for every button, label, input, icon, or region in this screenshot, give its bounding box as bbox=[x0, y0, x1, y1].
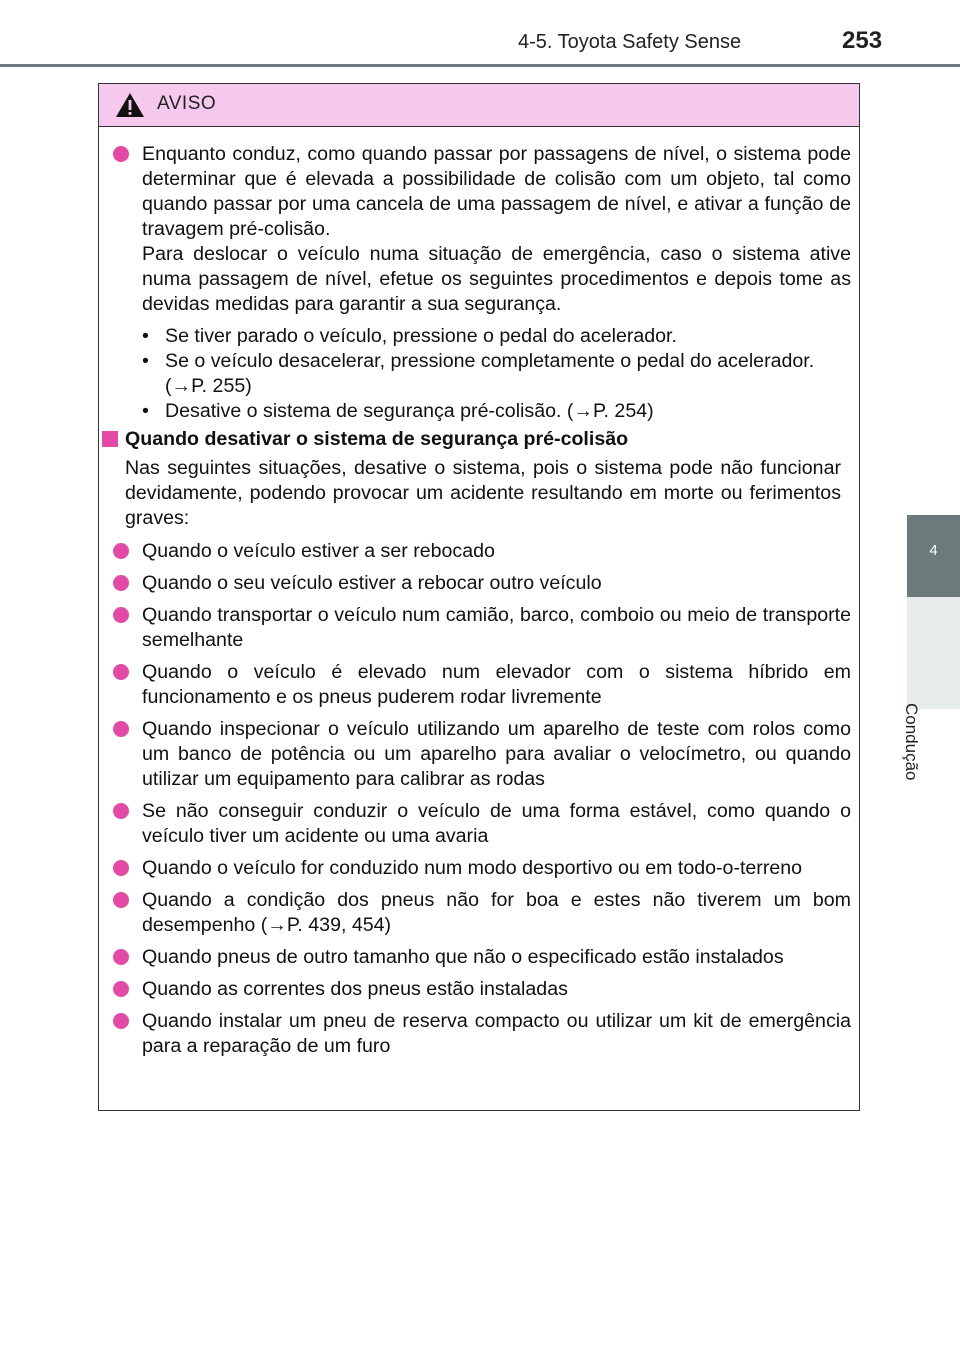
warning-item bbox=[99, 603, 859, 653]
bullet-dot-icon bbox=[113, 949, 129, 965]
warning-triangle-icon bbox=[115, 92, 145, 118]
bullet-dot-icon bbox=[113, 575, 129, 591]
section-heading-text: Quando desativar o sistema de segurança pré-colisão bbox=[125, 428, 629, 450]
item-text: Quando transportar o veículo num camião, barco, comboio ou meio de transporte semelhante bbox=[142, 604, 851, 651]
procedure-item bbox=[142, 399, 851, 424]
bullet-dot-icon bbox=[113, 1013, 129, 1029]
small-bullet-icon: • bbox=[142, 400, 149, 422]
item-paragraph: Enquanto conduz, como quando passar por passagens de nível, o sistema pode determinar que é elevada a possibilidade de colisão com um objeto, tal como quando passar por uma cancela de uma passagem de nível, e ativar a função de travagem pré-colisão. bbox=[142, 143, 851, 240]
warning-item bbox=[99, 977, 859, 1002]
warning-item bbox=[99, 571, 859, 596]
item-text: Quando o veículo for conduzido num modo desportivo ou em todo-o-terreno bbox=[142, 857, 803, 879]
section-heading bbox=[99, 427, 859, 452]
bullet-dot-icon bbox=[113, 892, 129, 908]
warning-item bbox=[99, 799, 859, 849]
bullet-dot-icon bbox=[113, 543, 129, 559]
item-text: Quando a condição dos pneus não for boa e estes não tiverem um bom desempenho (→P. 439, 454) bbox=[142, 889, 851, 936]
warning-item bbox=[99, 945, 859, 970]
warning-item bbox=[99, 717, 859, 792]
header-divider bbox=[0, 64, 960, 67]
warning-item bbox=[99, 660, 859, 710]
procedure-text: Se tiver parado o veículo, pressione o pedal do acelerador. bbox=[165, 325, 677, 347]
procedure-list bbox=[99, 324, 859, 424]
bullet-dot-icon bbox=[113, 607, 129, 623]
warning-content bbox=[99, 142, 859, 1066]
warning-box bbox=[98, 83, 860, 1111]
procedure-text: Se o veículo desacelerar, pressione completamente o pedal do acelerador. (→P. 255) bbox=[165, 350, 815, 397]
item-text: Quando inspecionar o veículo utilizando um aparelho de teste com rolos como um banco de potência ou um aparelho para avaliar o velocímetro, ou quando utilizar um equipamento para calibrar as rodas bbox=[142, 718, 851, 790]
warning-item bbox=[99, 1009, 859, 1059]
item-text: Quando o veículo é elevado num elevador com o sistema híbrido em funcionamento e os pneus puderem rodar livremente bbox=[142, 661, 851, 708]
item-text: Se não conseguir conduzir o veículo de uma forma estável, como quando o veículo tiver um acidente ou uma avaria bbox=[142, 800, 851, 847]
warning-header bbox=[99, 84, 859, 127]
bullet-dot-icon bbox=[113, 664, 129, 680]
chapter-number: 4 bbox=[929, 542, 938, 559]
item-text: Quando o veículo estiver a ser rebocado bbox=[142, 540, 495, 562]
bullet-dot-icon bbox=[113, 860, 129, 876]
item-text: Quando instalar um pneu de reserva compacto ou utilizar um kit de emergência para a reparação de um furo bbox=[142, 1010, 851, 1057]
item-text: Quando as correntes dos pneus estão instaladas bbox=[142, 978, 568, 1000]
warning-item bbox=[99, 856, 859, 881]
procedure-item bbox=[142, 324, 851, 349]
warning-item bbox=[99, 539, 859, 564]
warning-item bbox=[99, 142, 859, 317]
small-bullet-icon: • bbox=[142, 350, 149, 372]
square-bullet-icon bbox=[102, 431, 118, 447]
procedure-text: Desative o sistema de segurança pré-colisão. (→P. 254) bbox=[165, 400, 654, 422]
page-number: 253 bbox=[842, 27, 883, 54]
bullet-dot-icon bbox=[113, 721, 129, 737]
small-bullet-icon: • bbox=[142, 325, 149, 347]
item-text: Quando pneus de outro tamanho que não o especificado estão instalados bbox=[142, 946, 784, 968]
bullet-dot-icon bbox=[113, 146, 129, 162]
item-text: Quando o seu veículo estiver a rebocar outro veículo bbox=[142, 572, 602, 594]
chapter-tab[interactable] bbox=[907, 515, 960, 597]
chapter-label: Condução bbox=[902, 703, 921, 781]
section-intro: Nas seguintes situações, desative o sistema, pois o sistema pode não funcionar devidamente, podendo provocar um acidente resultando em morte ou ferimentos graves: bbox=[125, 457, 841, 529]
chapter-label-bar bbox=[902, 597, 960, 781]
warning-item bbox=[99, 888, 859, 938]
warning-title: AVISO bbox=[157, 93, 217, 114]
item-paragraph: Para deslocar o veículo numa situação de emergência, caso o sistema ative numa passagem de nível, efetue os seguintes procedimentos e depois tome as devidas medidas para garantir a sua segurança. bbox=[142, 243, 851, 315]
procedure-item bbox=[142, 349, 851, 399]
bullet-dot-icon bbox=[113, 981, 129, 997]
section-title: 4-5. Toyota Safety Sense bbox=[518, 31, 742, 53]
bullet-dot-icon bbox=[113, 803, 129, 819]
